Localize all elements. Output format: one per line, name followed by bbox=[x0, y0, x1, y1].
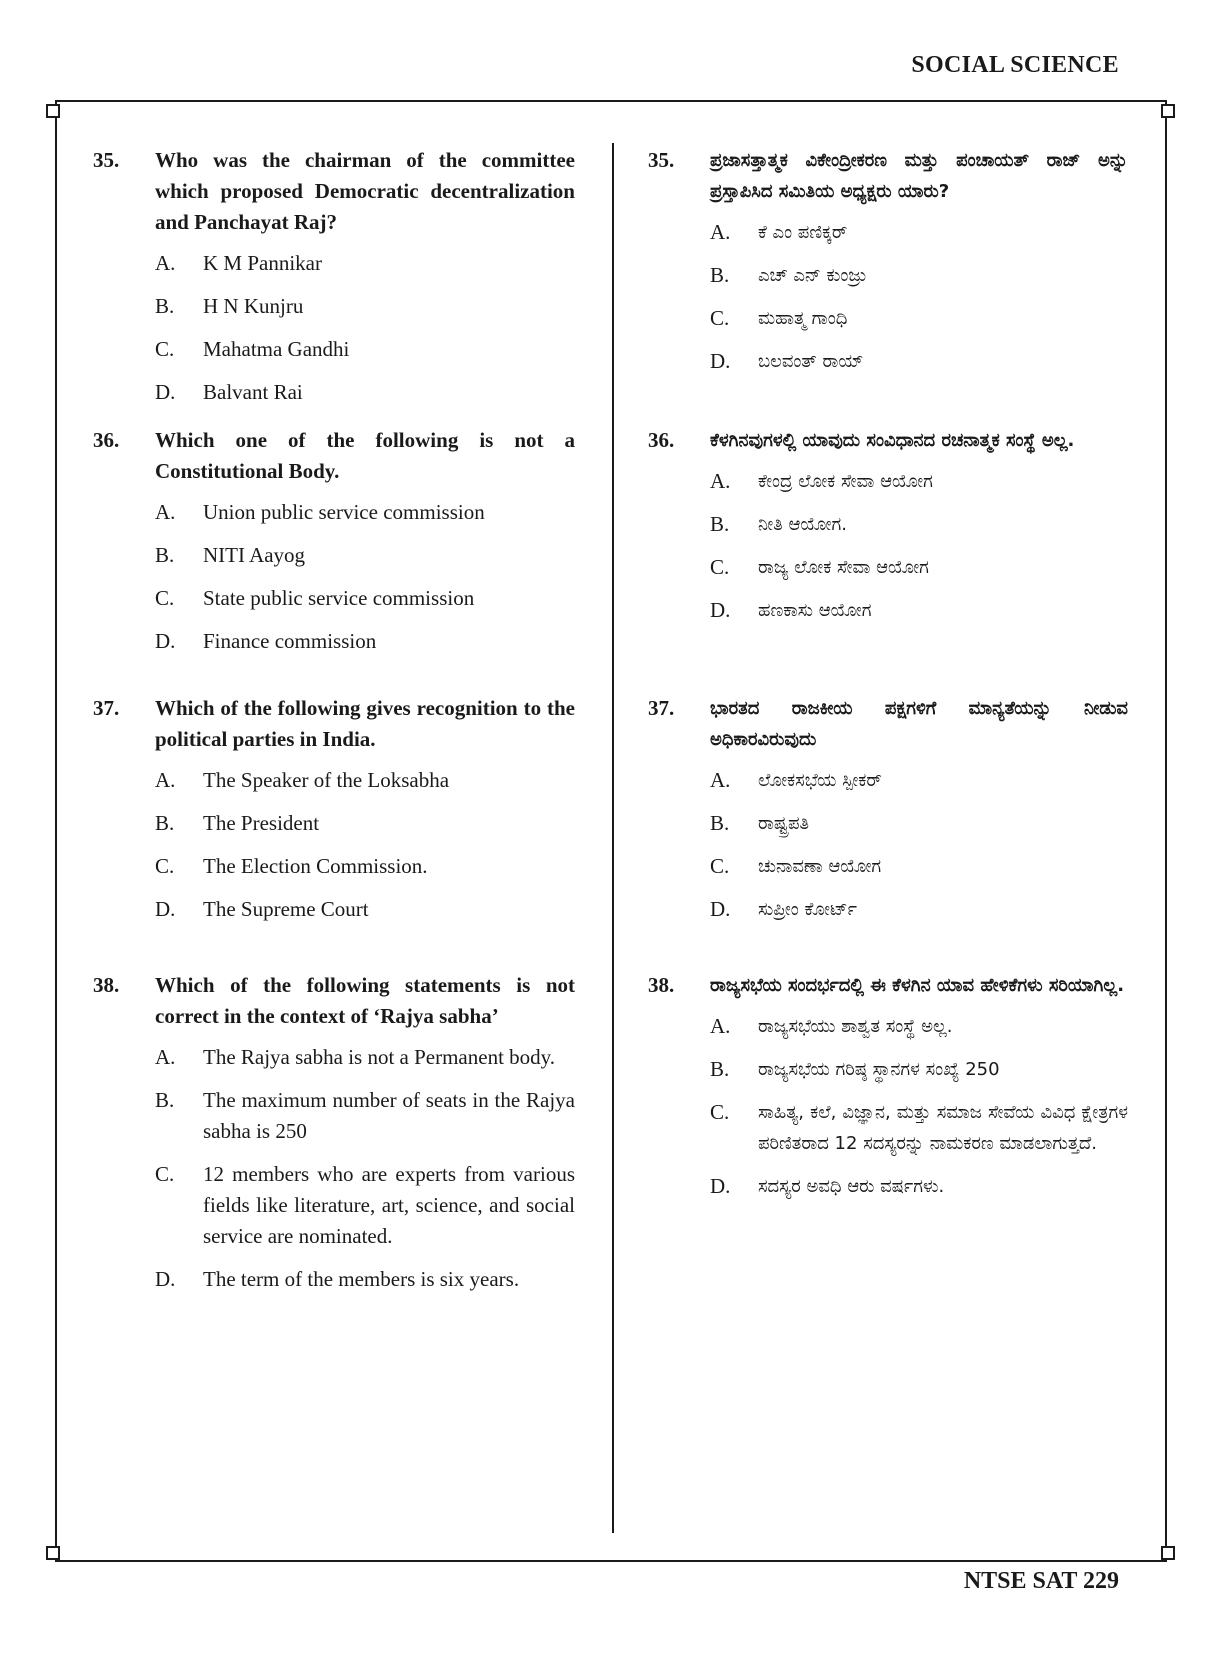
option-text: The Speaker of the Loksabha bbox=[203, 768, 450, 792]
option-letter: B. bbox=[710, 263, 730, 287]
question-number: 36. bbox=[93, 428, 120, 452]
option-text: The Rajya sabha is not a Permanent body. bbox=[203, 1045, 556, 1069]
option-b[interactable] bbox=[155, 808, 575, 839]
option-d[interactable] bbox=[155, 377, 575, 408]
option-d[interactable] bbox=[155, 894, 575, 925]
option-text: K M Pannikar bbox=[203, 251, 322, 275]
option-b[interactable] bbox=[710, 260, 1128, 291]
option-letter: A. bbox=[710, 469, 731, 493]
option-letter: B. bbox=[155, 1088, 175, 1112]
option-a[interactable] bbox=[710, 1011, 1128, 1042]
option-text: ಎಚ್ ಎನ್ ಕುಂಜ್ರು bbox=[758, 265, 867, 286]
option-d[interactable] bbox=[155, 626, 575, 657]
option-d[interactable] bbox=[710, 1171, 1128, 1202]
option-letter: A. bbox=[710, 220, 731, 244]
option-a[interactable] bbox=[710, 466, 1128, 497]
option-text: The Supreme Court bbox=[203, 897, 369, 921]
option-d[interactable] bbox=[710, 346, 1128, 377]
option-c[interactable] bbox=[710, 851, 1128, 882]
question-36-en bbox=[93, 425, 575, 669]
column-divider bbox=[612, 143, 614, 1533]
option-a[interactable] bbox=[155, 765, 575, 796]
question-number: 35. bbox=[93, 148, 120, 172]
option-letter: C. bbox=[710, 555, 730, 579]
option-list bbox=[710, 466, 1128, 626]
question-text: ಭಾರತದ ರಾಜಕೀಯ ಪಕ್ಷಗಳಿಗೆ ಮಾನ್ಯತೆಯನ್ನು ನೀಡುವ ಅಧಿಕಾರವಿರುವುದು bbox=[710, 698, 1128, 750]
option-text: ಬಲವಂತ್ ರಾಯ್ bbox=[758, 351, 864, 372]
option-letter: D. bbox=[155, 380, 176, 404]
option-a[interactable] bbox=[710, 217, 1128, 248]
option-c[interactable] bbox=[155, 1159, 575, 1252]
option-list bbox=[155, 1042, 575, 1295]
option-text: ಚುನಾವಣಾ ಆಯೋಗ bbox=[758, 856, 882, 877]
option-list bbox=[710, 765, 1128, 925]
option-c[interactable] bbox=[155, 851, 575, 882]
option-text: ಲೋಕಸಭೆಯ ಸ್ಪೀಕರ್ bbox=[758, 770, 882, 791]
option-letter: D. bbox=[710, 1174, 731, 1198]
option-text: Union public service commission bbox=[203, 500, 485, 524]
question-number: 36. bbox=[648, 428, 675, 452]
option-letter: B. bbox=[710, 512, 730, 536]
question-37-kn bbox=[648, 693, 1128, 937]
option-b[interactable] bbox=[155, 291, 575, 322]
option-letter: B. bbox=[155, 543, 175, 567]
question-text: ರಾಜ್ಯಸಭೆಯ ಸಂದರ್ಭದಲ್ಲಿ ಈ ಕೆಳಗಿನ ಯಾವ ಹೇಳಿಕೆಗಳು ಸರಿಯಾಗಿಲ್ಲ. bbox=[710, 975, 1125, 996]
option-c[interactable] bbox=[155, 583, 575, 614]
option-letter: C. bbox=[710, 854, 730, 878]
question-35-kn bbox=[648, 145, 1128, 389]
option-letter: A. bbox=[710, 1014, 731, 1038]
option-text: ಸದಸ್ಯರ ಅವಧಿ ಆರು ವರ್ಷಗಳು. bbox=[758, 1176, 945, 1197]
option-a[interactable] bbox=[155, 497, 575, 528]
option-text: 12 members who are experts from various fields like literature, art, science, and social service are nominated. bbox=[203, 1162, 575, 1248]
option-letter: D. bbox=[710, 349, 731, 373]
option-text: ರಾಜ್ಯಸಭೆಯ ಗರಿಷ್ಠ ಸ್ಥಾನಗಳ ಸಂಖ್ಯೆ 250 bbox=[758, 1059, 1000, 1080]
question-38-kn bbox=[648, 970, 1128, 1214]
option-list bbox=[155, 497, 575, 657]
option-letter: A. bbox=[155, 500, 176, 524]
option-text: State public service commission bbox=[203, 586, 475, 610]
option-d[interactable] bbox=[710, 595, 1128, 626]
option-a[interactable] bbox=[155, 248, 575, 279]
option-letter: B. bbox=[155, 294, 175, 318]
option-text: ರಾಜ್ಯ ಲೋಕ ಸೇವಾ ಆಯೋಗ bbox=[758, 557, 929, 578]
option-letter: C. bbox=[155, 1162, 175, 1186]
option-a[interactable] bbox=[155, 1042, 575, 1073]
option-text: ನೀತಿ ಆಯೋಗ. bbox=[758, 514, 847, 535]
option-text: ಹಣಕಾಸು ಆಯೋಗ bbox=[758, 600, 872, 621]
option-c[interactable] bbox=[710, 303, 1128, 334]
frame-corner-ornament bbox=[1161, 1546, 1175, 1560]
option-b[interactable] bbox=[710, 509, 1128, 540]
option-text: ರಾಷ್ಟ್ರಪತಿ bbox=[758, 813, 810, 834]
question-number: 37. bbox=[93, 696, 120, 720]
footer-label: NTSE SAT bbox=[963, 1568, 1077, 1594]
page-header-subject: SOCIAL SCIENCE bbox=[911, 52, 1119, 78]
option-b[interactable] bbox=[710, 1054, 1128, 1085]
option-letter: D. bbox=[710, 897, 731, 921]
option-letter: C. bbox=[710, 1100, 730, 1124]
option-letter: A. bbox=[155, 251, 176, 275]
option-letter: A. bbox=[155, 768, 176, 792]
question-text: Which of the following gives recognition to the political parties in India. bbox=[155, 696, 575, 751]
option-list bbox=[710, 217, 1128, 377]
option-text: NITI Aayog bbox=[203, 543, 306, 567]
option-letter: C. bbox=[155, 854, 175, 878]
option-b[interactable] bbox=[710, 808, 1128, 839]
option-text: Mahatma Gandhi bbox=[203, 337, 350, 361]
option-a[interactable] bbox=[710, 765, 1128, 796]
option-b[interactable] bbox=[155, 1085, 575, 1147]
option-text: The maximum number of seats in the Rajya sabha is 250 bbox=[203, 1088, 575, 1143]
frame-corner-ornament bbox=[46, 1546, 60, 1560]
option-text: The President bbox=[203, 811, 320, 835]
option-letter: D. bbox=[710, 598, 731, 622]
question-38-en bbox=[93, 970, 575, 1307]
question-text: Who was the chairman of the committee which proposed Democratic decentralization and Panchayat Raj? bbox=[155, 148, 575, 234]
question-37-en bbox=[93, 693, 575, 937]
option-text: ಸಾಹಿತ್ಯ, ಕಲೆ, ವಿಜ್ಞಾನ, ಮತ್ತು ಸಮಾಜ ಸೇವೆಯ ವಿವಿಧ ಕ್ಷೇತ್ರಗಳ ಪರಿಣಿತರಾದ 12 ಸದಸ್ಯರನ್ನು ನಾಮಕರಣ ಮಾಡಲಾಗುತ್ತದೆ. bbox=[758, 1102, 1128, 1154]
option-letter: D. bbox=[155, 629, 176, 653]
option-text: Balvant Rai bbox=[203, 380, 303, 404]
question-number: 38. bbox=[648, 973, 675, 997]
frame-corner-ornament bbox=[1161, 104, 1175, 118]
option-list bbox=[155, 765, 575, 925]
frame-corner-ornament bbox=[46, 104, 60, 118]
option-text: ರಾಜ್ಯಸಭೆಯು ಶಾಶ್ವತ ಸಂಸ್ಥೆ ಅಲ್ಲ. bbox=[758, 1016, 953, 1037]
option-letter: D. bbox=[155, 897, 176, 921]
option-text: ಕೆ ಎಂ ಪಣಿಕ್ಕರ್ bbox=[758, 222, 848, 243]
option-letter: D. bbox=[155, 1267, 176, 1291]
question-number: 35. bbox=[648, 148, 675, 172]
page-number: 229 bbox=[1083, 1568, 1119, 1594]
question-35-en bbox=[93, 145, 575, 420]
option-text: ಕೇಂದ್ರ ಲೋಕ ಸೇವಾ ಆಯೋಗ bbox=[758, 471, 933, 492]
option-text: Finance commission bbox=[203, 629, 377, 653]
option-text: The term of the members is six years. bbox=[203, 1267, 520, 1291]
option-letter: B. bbox=[710, 811, 730, 835]
option-letter: C. bbox=[155, 586, 175, 610]
option-letter: C. bbox=[710, 306, 730, 330]
option-list bbox=[710, 1011, 1128, 1202]
option-letter: C. bbox=[155, 337, 175, 361]
question-36-kn bbox=[648, 425, 1128, 638]
option-c[interactable] bbox=[710, 552, 1128, 583]
option-d[interactable] bbox=[155, 1264, 575, 1295]
option-c[interactable] bbox=[155, 334, 575, 365]
option-letter: A. bbox=[155, 1045, 176, 1069]
option-list bbox=[155, 248, 575, 408]
option-d[interactable] bbox=[710, 894, 1128, 925]
option-text: ಮಹಾತ್ಮ ಗಾಂಧಿ bbox=[758, 308, 848, 329]
option-letter: B. bbox=[710, 1057, 730, 1081]
question-text: Which one of the following is not a Constitutional Body. bbox=[155, 428, 575, 483]
option-text: The Election Commission. bbox=[203, 854, 428, 878]
option-c[interactable] bbox=[710, 1097, 1128, 1159]
option-letter: A. bbox=[710, 768, 731, 792]
option-text: ಸುಪ್ರೀಂ ಕೋರ್ಟ್ bbox=[758, 899, 857, 920]
question-text: ಪ್ರಜಾಸತ್ತಾತ್ಮಕ ವಿಕೇಂದ್ರೀಕರಣ ಮತ್ತು ಪಂಚಾಯತ್ ರಾಜ್ ಅನ್ನು ಪ್ರಸ್ತಾಪಿಸಿದ ಸಮಿತಿಯ ಅಧ್ಯಕ್ಷರು ಯಾರು? bbox=[710, 150, 1128, 202]
page-footer bbox=[964, 1568, 1119, 1595]
question-text: Which of the following statements is not correct in the context of ‘Rajya sabha’ bbox=[155, 973, 575, 1028]
option-b[interactable] bbox=[155, 540, 575, 571]
question-number: 37. bbox=[648, 696, 675, 720]
option-letter: B. bbox=[155, 811, 175, 835]
question-text: ಕೆಳಗಿನವುಗಳಲ್ಲಿ ಯಾವುದು ಸಂವಿಧಾನದ ರಚನಾತ್ಮಕ ಸಂಸ್ಥೆ ಅಲ್ಲ. bbox=[710, 430, 1075, 451]
option-text: H N Kunjru bbox=[203, 294, 304, 318]
question-number: 38. bbox=[93, 973, 120, 997]
